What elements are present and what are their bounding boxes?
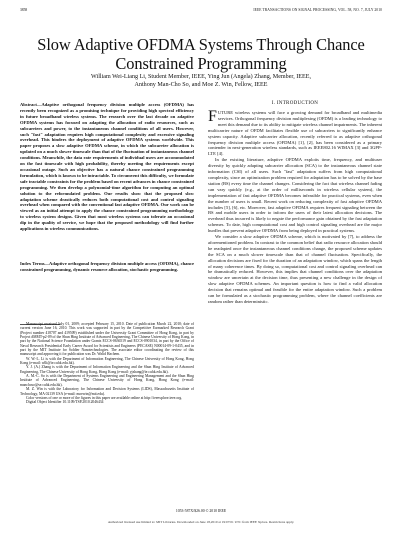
footnote-author-so: A. M.-C. So is with the Department of Systems Engineering and Engineering Management and the Shun Hing Institute of Advanced Engineering, The Chinese University of Hong Kong, Hong Kong (e-mail: manchoso@se.cuhk.edu.hk). <box>20 374 194 387</box>
drop-cap: F <box>208 108 217 125</box>
footnote-doi: Digital Object Identifier 10.1109/TSP.2010.2046434 <box>26 400 104 405</box>
footnote-author-win: M. Z. Win is with the Laboratory for Information and Decision Systems (LIDS), Massachusetts Institute of Technology, MA 02139 USA (e-mail: moewin@mit.edu). <box>20 387 194 396</box>
introduction-body <box>208 110 382 305</box>
author-line-1: William Wei-Liang Li, Student Member, IEEE, Ying Jun (Angela) Zhang, Member, IEEE, <box>91 74 311 80</box>
footnote-author-zhang: Y. J. (A.) Zhang is with the Department of Information Engineering and the Shun Hing Institute of Advanced Engineering, The Chinese University of Hong Kong, Hong Kong (e-mail: yjzhang@ie.cuhk.edu.hk). <box>20 365 194 374</box>
footnotes <box>20 322 194 405</box>
journal-name: IEEE TRANSACTIONS ON SIGNAL PROCESSING, VOL. 58, NO. 7, JULY 2010 <box>253 8 382 12</box>
license-notice: Authorized licensed use limited to: MIT Libraries. Downloaded on June 18,2010 at 19:07:01 UTC from IEEE Xplore. Restrictions apply. <box>107 520 295 524</box>
intro-paragraph: We consider a slow adaptive OFDMA scheme, which is motivated by [7], to address the aforementioned problem. In contrast to the common belief that radio resource allocation should be readapted once the instantaneous channel conditions change, the proposed scheme updates the SCA on a much slower timescale than that of channel fluctuation. Specifically, the allocation decisions are fixed for the duration of an adaptation window, which spans the length of many coherence times. By doing so, computational cost and control signaling overhead can be dramatically reduced. However, this implies that channel conditions over the adaptation window are uncertain at the decision time, thus presenting a new challenge in the design of slow adaptive OFDMA schemes. An important question is how to find a valid allocation decision that remains optimal and feasible for the entire adaptation window. Such a problem can be formulated as a stochastic programming problem, where the channel coefficients are random rather than deterministic. <box>208 234 382 304</box>
abstract: Abstract—Adaptive orthogonal frequency division multiple access (OFDMA) has recently been recognized as a promising technique for providing high spectral efficiency in future broadband wireless systems. The research over the last decade on adaptive OFDMA systems has focused on adapting the allocation of radio resources, such as subcarriers and power, to the instantaneous channel conditions of all users. However, such "fast" adaptation requires high computational complexity and excessive signaling overhead. This hinders the deployment of adaptive OFDMA systems worldwide. This paper proposes a slow adaptive OFDMA scheme, in which the subcarrier allocation is updated on a much slower timescale than that of the fluctuation of instantaneous channel conditions. Meanwhile, the data rate requirements of individual users are accommodated on the fast timescale with high probability, thereby meeting the requirements except occasional outage. Such an objective has a natural chance constrained programming formulation, which is known to be intractable. To circumvent this difficulty, we formulate safe tractable constraints for the problem based on recent advances in chance constrained programming. We then develop a polynomial-time algorithm for computing an optimal solution to the reformulated problem. Our results show that the proposed slow adaptation scheme drastically reduces both computational cost and control signaling overhead when compared with the conventional fast adaptive OFDMA. Our work can be viewed as an initial attempt to apply the chance constrained programming methodology to wireless system designs. Given that most wireless systems can tolerate an occasional dip in the quality of service, we hope that the proposed methodology will find further applications in wireless communications. <box>20 102 194 232</box>
intro-paragraph: In the existing literature, adaptive OFDMA exploits time, frequency, and multiuser diversity by quickly adapting subcarrier allocation (SCA) to the instantaneous channel state information (CSI) of all users. Such "fast" adaptation suffers from high computational complexity, since an optimization problem required for adaptation has to be solved by the base station (BS) every time the channel changes. Considering the fact that wireless channel fading can vary quickly (e.g., at the order of milliseconds in wireless cellular system), the implementation of fast adaptive OFDMA becomes infeasible for practical systems, even when the number of users is small. Recent work on reducing complexity of fast adaptive OFDMA includes [5], [6], etc. Moreover, fast adaptive OFDMA requires frequent signaling between the BS and mobile users in order to inform the users of their latest allocation decisions. The overhead thus incurred is likely to negate the performance gain obtained by the fast adaptation schemes. To date, high computational cost and high control signaling overhead are the major hurdles that prevent adaptive OFDMA from being deployed in practical systems. <box>208 157 382 234</box>
copyright-line: 1053-587X/$26.00 © 2010 IEEE <box>175 509 227 513</box>
section-heading: I. INTRODUCTION <box>271 101 319 106</box>
author-line-2: Anthony Man-Cho So, and Moe Z. Win, Fellow, IEEE <box>134 81 268 88</box>
paper-title: Slow Adaptive OFDMA Systems Through Chance Constrained Programming <box>37 35 365 73</box>
footnote-manuscript: Manuscript received July 01, 2009; accepted February 15, 2010. Date of publication March 22, 2010; date of current version June 16, 2010. This work was supported in part by the Competitive Earmarked Research Grant (Project number 418707 and 419509) established under the University Grant Committee of Hong Kong, in part by Project #MMT-p2-09 of the Shun Hing Institute of Advanced Engineering, The Chinese University of Hong Kong, in part by the National Science Foundation under Grants ECCS-0636519 and ECCS-0901034, in part by the Office of Naval Research Presidential Early Career Award for Scientists and Engineers (PECASE) N00014-09-1-0435, and in part by the MIT Institute for Soldier Nanotechnologies. The associate editor coordinating the review of this manuscript and approving it for publication was Dr. Walid Hachem. <box>20 322 194 357</box>
index-terms: Index Terms—Adaptive orthogonal frequency division multiple access (OFDMA), chance constrained programming, dynamic resource allocation, stochastic programming. <box>20 261 194 272</box>
page-number: 3858 <box>20 8 28 12</box>
footnote-color-versions: Color versions of one or more of the figures in this paper are available online at http://ieeexplore.ieee.org. <box>26 395 183 400</box>
footnote-author-li: W. W.-L. Li is with the Department of Information Engineering, The Chinese University of Hong Kong, Hong Kong (e-mail: wlli@ie.cuhk.edu.hk). <box>20 356 194 366</box>
intro-paragraph <box>208 110 382 157</box>
author-list <box>20 74 382 89</box>
intro-paragraph-text: UTURE wireless systems will face a growing demand for broadband and multimedia services. Orthogonal frequency division multiplexing (OFDM) is a leading technology to meet this demand due to its ability to mitigate wireless channel impairments. The inherent multicarrier nature of OFDM facilitates flexible use of subcarriers to significantly enhance system capacity. Adaptive subcarrier allocation, recently referred to as adaptive orthogonal frequency division multiple access (OFDMA) [1], [2], has been considered as a primary contender in next-generation wireless standards, such as IEEE802.16 WIMAX [3] and 3GPP-LTE [4]. <box>208 110 382 157</box>
